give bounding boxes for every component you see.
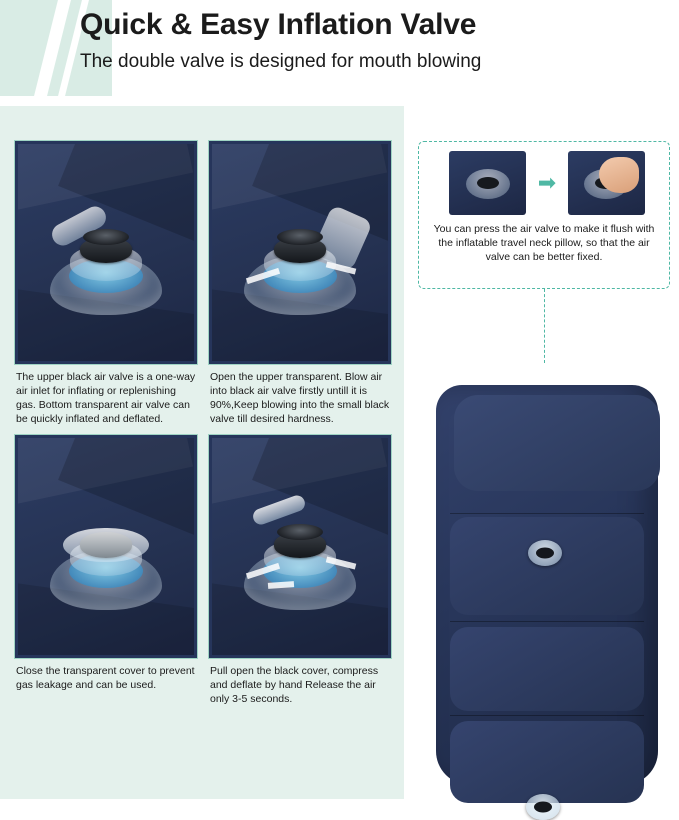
pillow-panel: [450, 517, 644, 615]
valve-black-top: [277, 229, 323, 245]
valve-black-cap: [477, 177, 499, 189]
steps-panel: [0, 106, 404, 799]
photo-fabric-background: [212, 438, 388, 655]
product-panel: [404, 106, 679, 799]
air-valve-illustration: [46, 502, 166, 610]
valve-photo-upper-black-valve: [14, 140, 198, 365]
page-title: Quick & Easy Inflation Valve: [80, 8, 477, 41]
pillow-lower-air-valve: [526, 794, 560, 820]
tip-image-pair: [449, 150, 645, 216]
valve-pressed-by-finger-photo: [568, 151, 645, 215]
pillow-body: [436, 385, 658, 785]
step-caption: Open the upper transparent. Blow air into black air valve firstly untill it is 90%,Keep blowing into the small black valve till desired hardness.: [210, 371, 390, 425]
step-card-2: [208, 140, 392, 426]
step-card-1: [14, 140, 198, 426]
finger-icon: [599, 157, 639, 193]
pillow-seam: [450, 715, 644, 716]
valve-photo-deflate-pull-black-cover: [208, 434, 392, 659]
inflatable-travel-pillow-navy: [426, 361, 672, 801]
valve-black-top: [83, 229, 129, 245]
step-caption: Pull open the black cover, compress and deflate by hand Release the air only 3-5 seconds.: [210, 665, 379, 706]
photo-fabric-background: [18, 438, 194, 655]
arrow-right-icon: ➡: [537, 170, 557, 195]
callout-connector-line: [544, 289, 545, 363]
pillow-headrest-section: [454, 395, 660, 491]
step-caption: The upper black air valve is a one-way air inlet for inflating or replenishing gas. Bottom transparent air valve can be quickly inflated and deflated.: [16, 371, 196, 425]
step-card-3: [14, 434, 198, 707]
air-valve-illustration: [240, 502, 360, 610]
valve-photo-closed-cover: [14, 434, 198, 659]
air-valve-illustration: [46, 207, 166, 315]
pillow-seam: [450, 621, 644, 622]
pillow-upper-air-valve: [528, 540, 562, 566]
transparent-cover-closed-icon: [63, 528, 149, 562]
photo-fabric-background: [212, 144, 388, 361]
page-header: [0, 0, 679, 96]
air-valve-illustration: [240, 207, 360, 315]
tip-callout-box: [418, 141, 670, 289]
pillow-seam: [450, 513, 644, 514]
step-caption: Close the transparent cover to prevent gas leakage and can be used.: [16, 665, 195, 692]
photo-fabric-background: [18, 144, 194, 361]
pillow-panel: [450, 627, 644, 711]
page-subtitle: The double valve is designed for mouth blowing: [80, 50, 482, 72]
header-text-group: [80, 6, 679, 73]
black-cover-pulled-icon: [251, 493, 307, 527]
steps-grid: [14, 140, 392, 707]
valve-photo-open-transparent-cover: [208, 140, 392, 365]
valve-raised-photo: [449, 151, 526, 215]
step-card-4: [208, 434, 392, 707]
tip-text: You can press the air valve to make it flush with the inflatable travel neck pillow, so that the air valve can be better fixed.: [433, 223, 655, 264]
pillow-panel: [450, 721, 644, 803]
valve-black-top: [277, 524, 323, 540]
airflow-arrow-icon: [268, 581, 294, 589]
